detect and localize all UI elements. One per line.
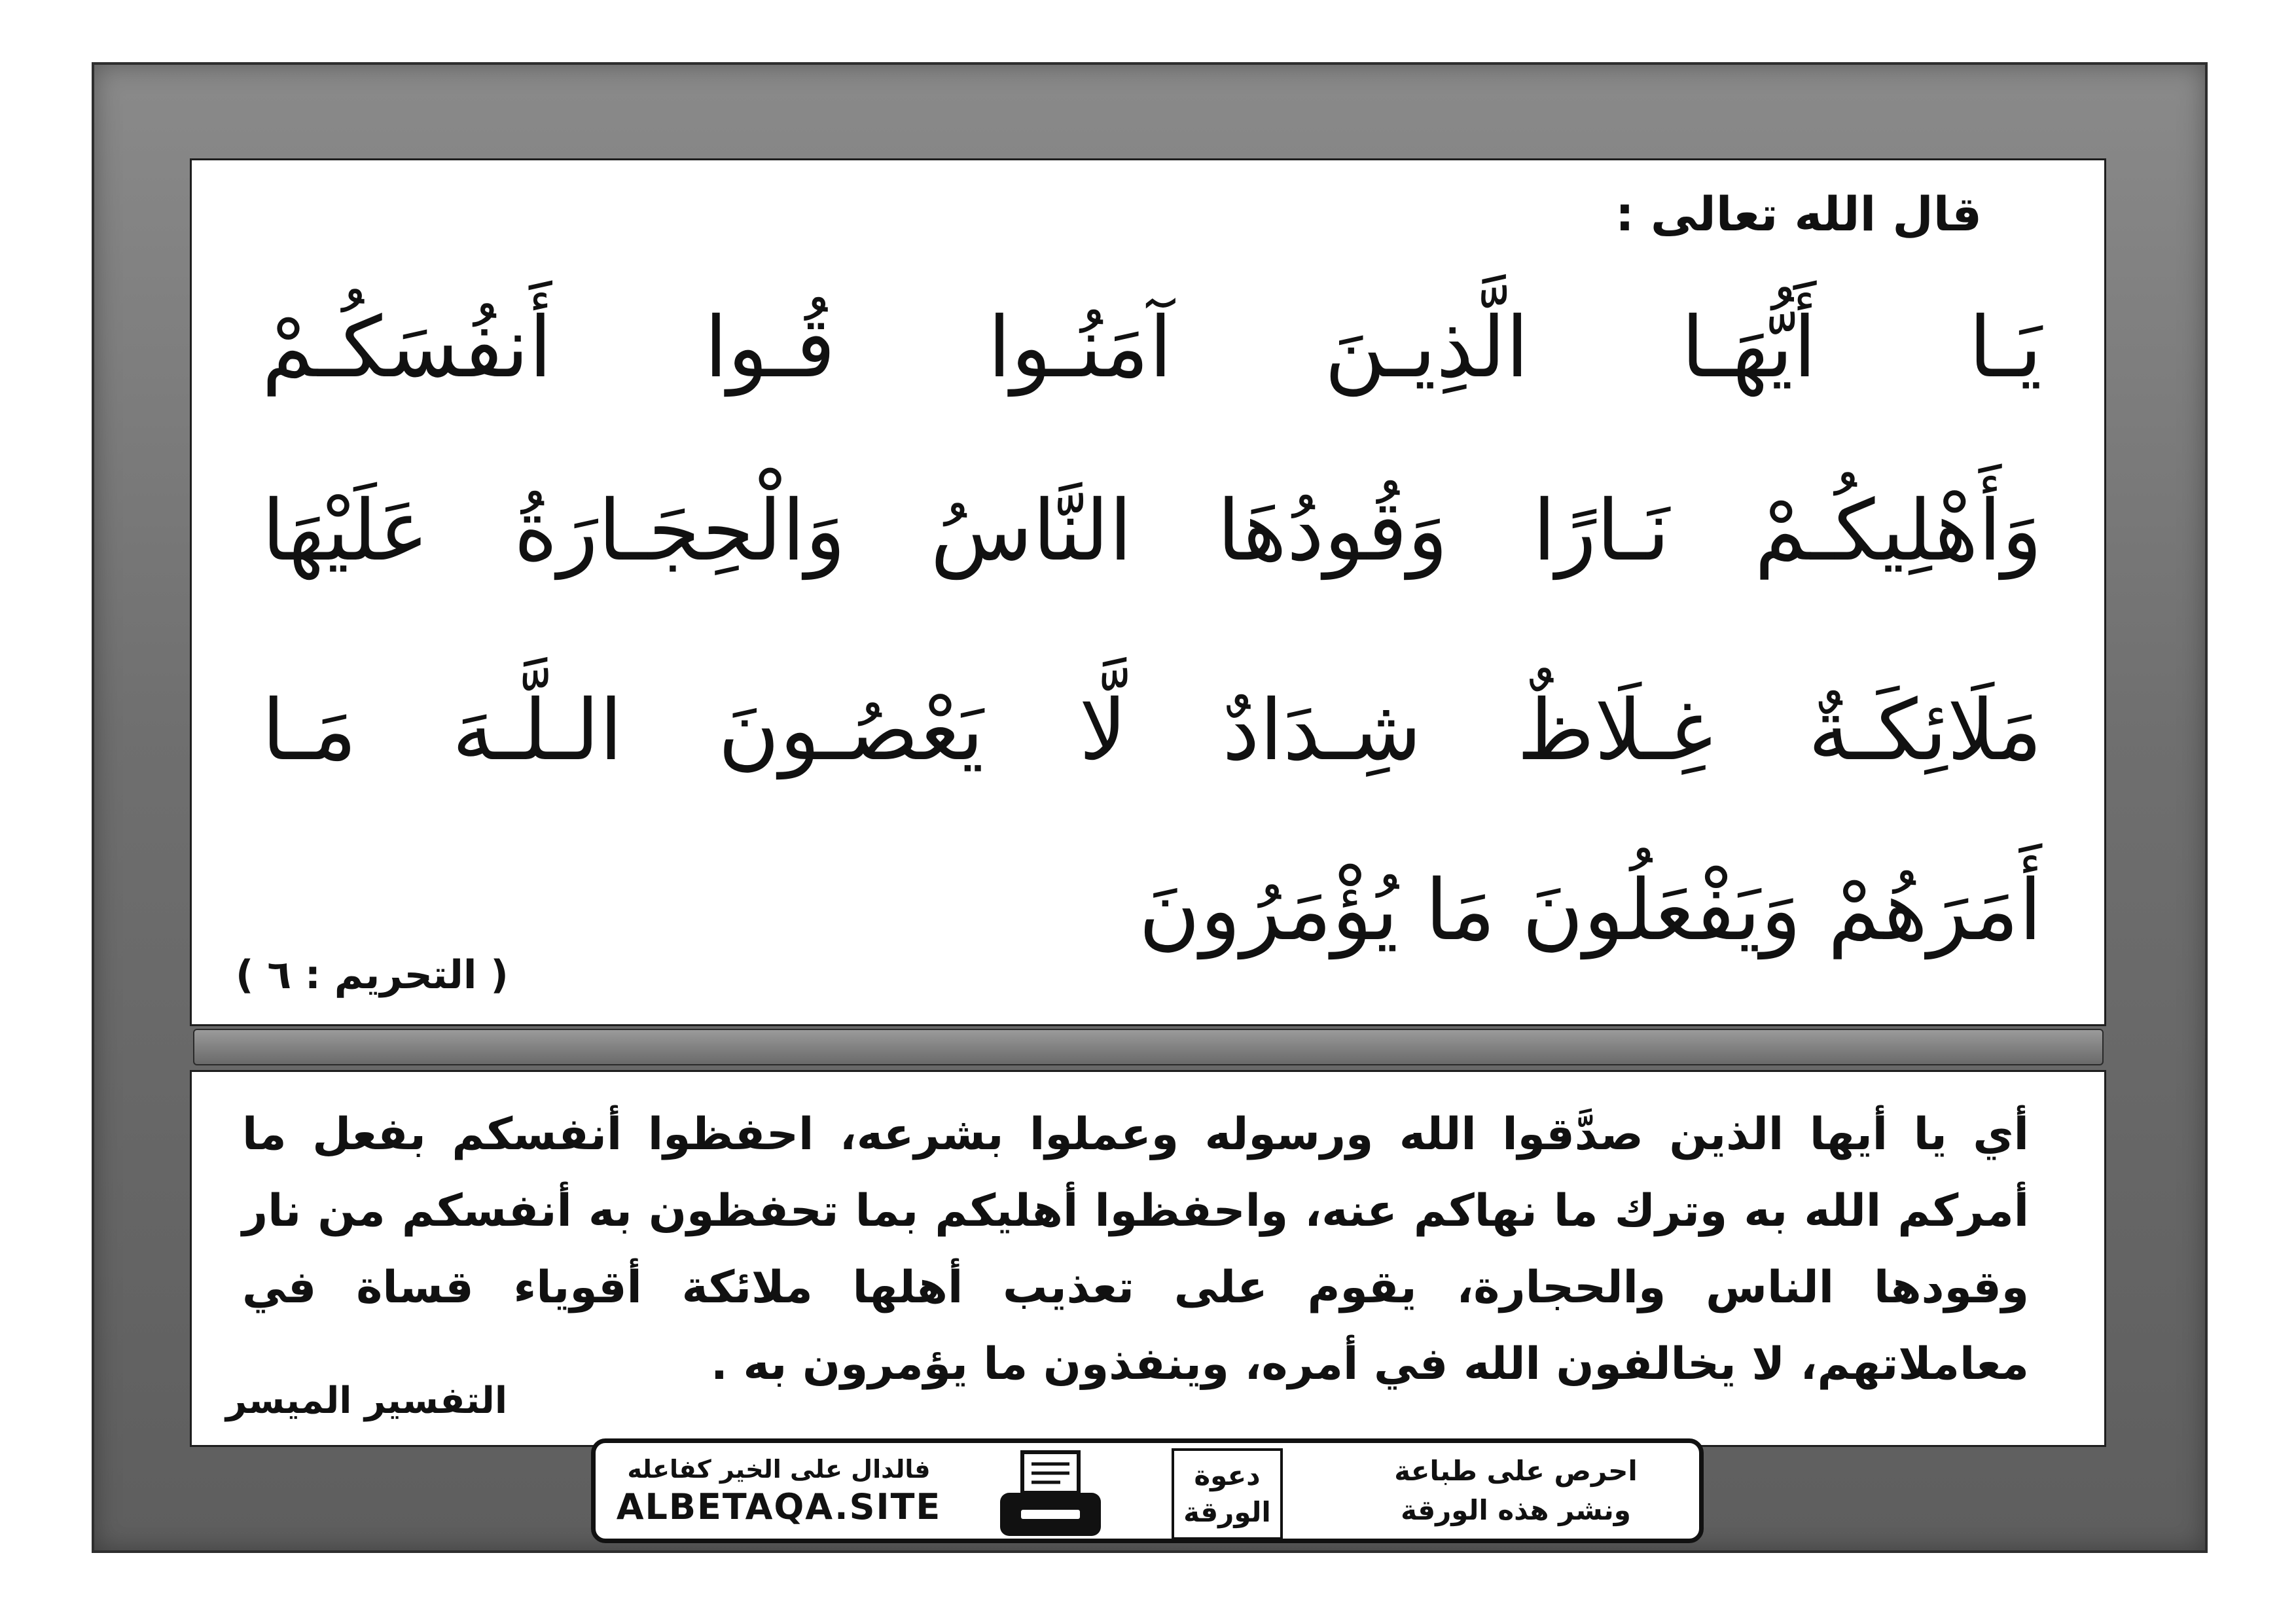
footer-banner <box>591 1438 1704 1543</box>
verse-intro: قال الله تعالى : <box>1615 187 1982 241</box>
logo-line-1: دعوة <box>1194 1459 1261 1491</box>
logo-line-2: الورقة <box>1183 1496 1271 1528</box>
footer-tagline: فالدال على الخير كفاعله <box>627 1454 931 1484</box>
verse-reference: ( التحريم : ٦ ) <box>236 952 509 998</box>
verse-line-1: يَـا أَيُّهَـا الَّذِيـنَ آمَنُـوا قُـوا أَنفُسَكُـمْ <box>262 299 2042 397</box>
print-note-line-2: ونشر هذه الورقة <box>1401 1494 1631 1526</box>
verse-line-3: مَلَائِكَـةٌ غِـلَاظٌ شِـدَادٌ لَّا يَعْصُـونَ الـلَّـهَ مَـا <box>262 682 2042 779</box>
verse-line-2: وَأَهْلِيكُـمْ نَـارًا وَقُودُهَا النَّاسُ وَالْحِجَـارَةُ عَلَيْهَا <box>262 482 2042 580</box>
verse-line-4: أَمَرَهُمْ وَيَفْعَلُونَ مَا يُؤْمَرُونَ <box>1138 862 2042 959</box>
tafsir-text: أي يا أيها الذين صدَّقوا الله ورسوله وعملوا بشرعه، احفظوا أنفسكم بفعل ما أمركم الله به وترك ما نهاكم عنه، واحفظوا أهليكم بما تحفظون به أنفسكم من نار وقودها الناس والحجارة، يقوم على تعذيب أهلها ملائكة أقوياء قساة في معاملاتهم، لا يخالفون الله في أمره، وينفذون ما يؤمرون به . <box>242 1109 2029 1390</box>
footer-site-link[interactable]: ALBETAQA.SITE <box>616 1486 942 1527</box>
panel-divider <box>193 1029 2104 1065</box>
tafsir-source: التفسير الميسر <box>226 1380 508 1422</box>
footer-print-note <box>1333 1443 1699 1539</box>
printer-icon <box>995 1450 1106 1541</box>
print-note-line-1: احرص على طباعة <box>1394 1455 1638 1487</box>
brand-logo <box>1172 1448 1283 1540</box>
footer-site-block <box>596 1443 962 1539</box>
